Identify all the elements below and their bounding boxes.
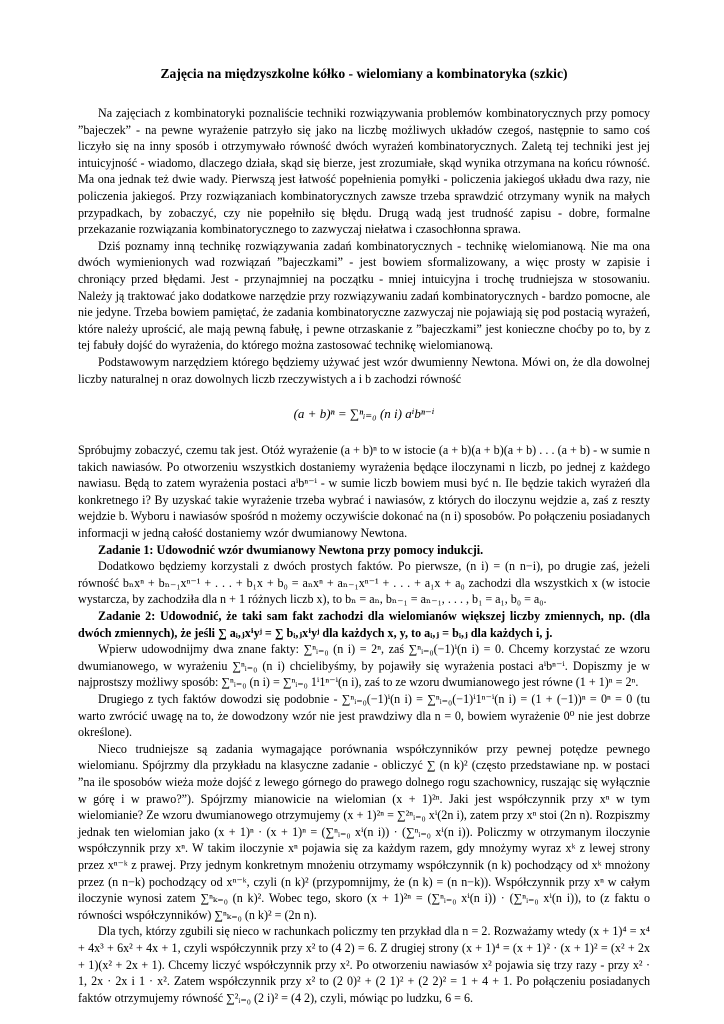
paragraph-known-facts: Wpierw udowodnijmy dwa znane fakty: ∑ⁿᵢ₌₀ (n i) = 2ⁿ, zaś ∑ⁿᵢ₌₀(−1)ⁱ(n i) = 0. Chcemy korzystać ze wzoru dwumianowego, w wyrażeniu ∑ⁿᵢ₌₀ (n i) chcielibyśmy, by pojawiły się wyrażenia postaci aⁱbⁿ⁻ⁱ. Dopiszmy je w najprostszy możliwy sposób: ∑ⁿᵢ₌₀ (n i) = ∑ⁿᵢ₌₀ 1ⁱ1ⁿ⁻ⁱ(n i), zaś to ze wzoru dwumianowego jest równe (1 + 1)ⁿ = 2ⁿ. (78, 642, 650, 690)
paragraph-facts: Dodatkowo będziemy korzystali z dwóch prostych faktów. Po pierwsze, (n i) = (n n−i), po drugie zaś, jeżeli równość bₙxⁿ + bₙ₋₁xⁿ⁻¹ + . . . + b₁x + b₀ = aₙxⁿ + aₙ₋₁xⁿ⁻¹ + . . . + a₁x + a₀ zachodzi dla wszystkich x (w istocie wystarcza, by zachodziła dla n + 1 różnych liczb x), to bₙ = aₙ, bₙ₋₁ = aₙ₋₁, . . . , b₁ = a₁, b₀ = a₀. (78, 559, 650, 607)
paragraph-example: Dla tych, którzy zgubili się nieco w rachunkach policzmy ten przykład dla n = 2. Rozważamy wtedy (x + 1)⁴ = x⁴ + 4x³ + 6x² + 4x + 1, czyli współczynnik przy x² to (4 2) = 6. Z drugiej strony (x + 1)⁴ = (x + 1)² · (x + 1)² = (x² + 2x + 1)(x² + 2x + 1). Chcemy liczyć współczynnik przy x². Po otworzeniu nawiasów x² pojawia się trzy razy - przy x² · 1, 2x · 2x i 1 · x². Zatem współczynnik przy x² to (2 0)² + (2 1)² + (2 2)² = 1 + 4 + 1. Po połączeniu posiadanych faktów otrzymujemy równość ∑²ᵢ₌₀ (2 i)² = (4 2), czyli, mówiąc po ludzku, 6 = 6. (78, 924, 650, 1005)
task-1: Zadanie 1: Udowodnić wzór dwumianowy Newtona przy pomocy indukcji. (98, 542, 484, 557)
paragraph-newton: Podstawowym narzędziem którego będziemy używać jest wzór dwumienny Newtona. Mówi on, że dla dowolnej liczby naturalnej n oraz dowolnych liczb rzeczywistych a i b zachodzi równość (78, 354, 650, 386)
paragraph-second-fact: Drugiego z tych faktów dowodzi się podobnie - ∑ⁿᵢ₌₀(−1)ⁱ(n i) = ∑ⁿᵢ₌₀(−1)ⁱ1ⁿ⁻ⁱ(n i) = (1 + (−1))ⁿ = 0ⁿ = 0 (tu warto zwrócić uwagę na to, że dowodzony wzór nie jest prawdziwy dla n = 0, bowiem wyrażenie 0⁰ nie jest dobrze określone). (78, 692, 650, 740)
task-2: Zadanie 2: Udowodnić, że taki sam fakt zachodzi dla wielomianów większej liczby zmiennych, np. (dla dwóch zmiennych), że jeśli ∑ aᵢ,ⱼxⁱyʲ = ∑ bᵢ,ⱼxⁱyʲ dla każdych x, y, to aᵢ,ⱼ = bᵢ,ⱼ dla każdych i, j. (78, 609, 650, 640)
paragraph-coefficients: Nieco trudniejsze są zadania wymagające porównania współczynników przy pewnej potędze pewnego wielomianu. Spójrzmy dla przykładu na klasyczne zadanie - obliczyć ∑ (n k)² (często przedstawiane np. w postaci ”na ile sposobów wieża może dojść z lewego górnego do prawego dolnego rogu szachownicy, ruszając się wyłącznie w górę i w prawo?”). Spójrzmy mianowicie na wielomian (x + 1)²ⁿ. Jaki jest współczynnik przy xⁿ w tym wielomianie? Ze wzoru dwumianowego otrzymujemy (x + 1)²ⁿ = ∑²ⁿᵢ₌₀ xⁱ(2n i), zatem przy xⁿ stoi (2n n). Rozpiszmy jednak ten wielomian jako (x + 1)ⁿ · (x + 1)ⁿ = (∑ⁿᵢ₌₀ xⁱ(n i)) · (∑ⁿᵢ₌₀ xⁱ(n i)). Policzmy w otrzymanym iloczynie współczynnik przy xⁿ. W takim iloczynie xⁿ pojawia się za każdym razem, gdy mnożymy wyraz xᵏ z lewej strony przez xⁿ⁻ᵏ z prawej. Przy jednym konkretnym mnożeniu otrzymamy współczynnik (n k) pochodzący od xᵏ mnożony przez (n n−k) pochodzący od xⁿ⁻ᵏ, czyli (n k)² (przypomnijmy, że (n k) = (n n−k)). Współczynnik przy xⁿ w całym iloczynie wynosi zatem ∑ⁿₖ₌₀ (n k)². Wobec tego, skoro (x + 1)²ⁿ = (∑ⁿᵢ₌₀ xⁱ(n i)) · (∑ⁿᵢ₌₀ xⁱ(n i)), to (z faktu o równości współczynników) ∑ⁿₖ₌₀ (n k)² = (2n n). (78, 741, 650, 922)
paragraph-technique: Dziś poznamy inną technikę rozwiązywania zadań kombinatorycznych - technikę wielomianową. Nie ma ona dwóch wymienionych wad rozwiązań ”bajeczkami” - jest bowiem sformalizowany, a więc prosty w zapisie i chroniący przed błędami. Jest - przynajmniej na początku - mniej intuicyjna i trochę trudniejsza w stosowaniu. Należy ją traktować jako dodatkowe narzędzie przy rozwiązywaniu zadań kombinatorycznych - bardzo pomocne, ale nie jedyne. Trzeba bowiem pamiętać, że zadania kombinatoryczne zazwyczaj nie pojawiają się pod postacią wyrażeń, które należy uprościć, ale mają pewną fabułę, i pewne otrzaskanie z ”bajeczkami” jest konieczne choćby po to, by z tej fabuły dojść do wyrażenia, do którego można zastosować technikę wielomianową. (78, 238, 650, 353)
paragraph-intro: Na zajęciach z kombinatoryki poznaliście techniki rozwiązywania problemów kombinatorycznych przy pomocy ”bajeczek” - na pewne wyrażenie patrzyło się jako na liczbę możliwych układów czegoś, następnie to samo coś liczyło się na inny sposób i otrzymywało równość dwóch wyrażeń kombinatorycznych. Zaletą tej techniki jest jej intuicyjność - wiadomo, dlaczego działa, skąd się bierze, jest zrozumiałe, skąd wynika otrzymana na końcu równość. Ma ona jednak też dwie wady. Pierwszą jest łatwość popełnienia pomyłki - policzenia jakiegoś układu dwa razy, nie policzenia jakiegoś. Przy rozwiązaniach kombinatorycznych zawsze trzeba sprawdzić otrzymany wynik na małych przypadkach, by zobaczyć, czy nie popełniło się błędu. Drugą wadą jest trudność zapisu - dobre, formalne przekazanie rozwiązania kombinatorycznego to zazwyczaj niełatwa i czasochłonna sprawa. (78, 106, 650, 237)
paper-title: Zajęcia na międzyszkolne kółko - wielomiany a kombinatoryka (szkic) (160, 66, 568, 81)
paragraph-explanation: Spróbujmy zobaczyć, czemu tak jest. Otóż wyrażenie (a + b)ⁿ to w istocie (a + b)(a + b)(a + b) . . . (a + b) - w sumie n takich nawiasów. Po otworzeniu wszystkich dostaniemy wyrażenia będące iloczynami n liczb, po jednej z każdego nawiasu. Będą to zatem wyrażenia postaci aⁱbⁿ⁻ⁱ - w sumie liczb bowiem musi być n. Ile będzie takich wyrażeń dla konkretnego i? By uzyskać takie wyrażenie trzeba wybrać i nawiasów, z których do iloczynu wejdzie a, zaś z reszty wejdzie b. Wyboru i nawiasów spośród n możemy oczywiście dokonać na (n i) sposobów. Po połączeniu posiadanych informacji w jedną całość dostaniemy wzór dwumianowy Newtona. (78, 443, 650, 541)
binomial-equation: (a + b)ⁿ = ∑ⁿᵢ₌₀ (n i) aⁱbⁿ⁻ⁱ (293, 406, 435, 422)
paper-page (78, 58, 650, 1006)
